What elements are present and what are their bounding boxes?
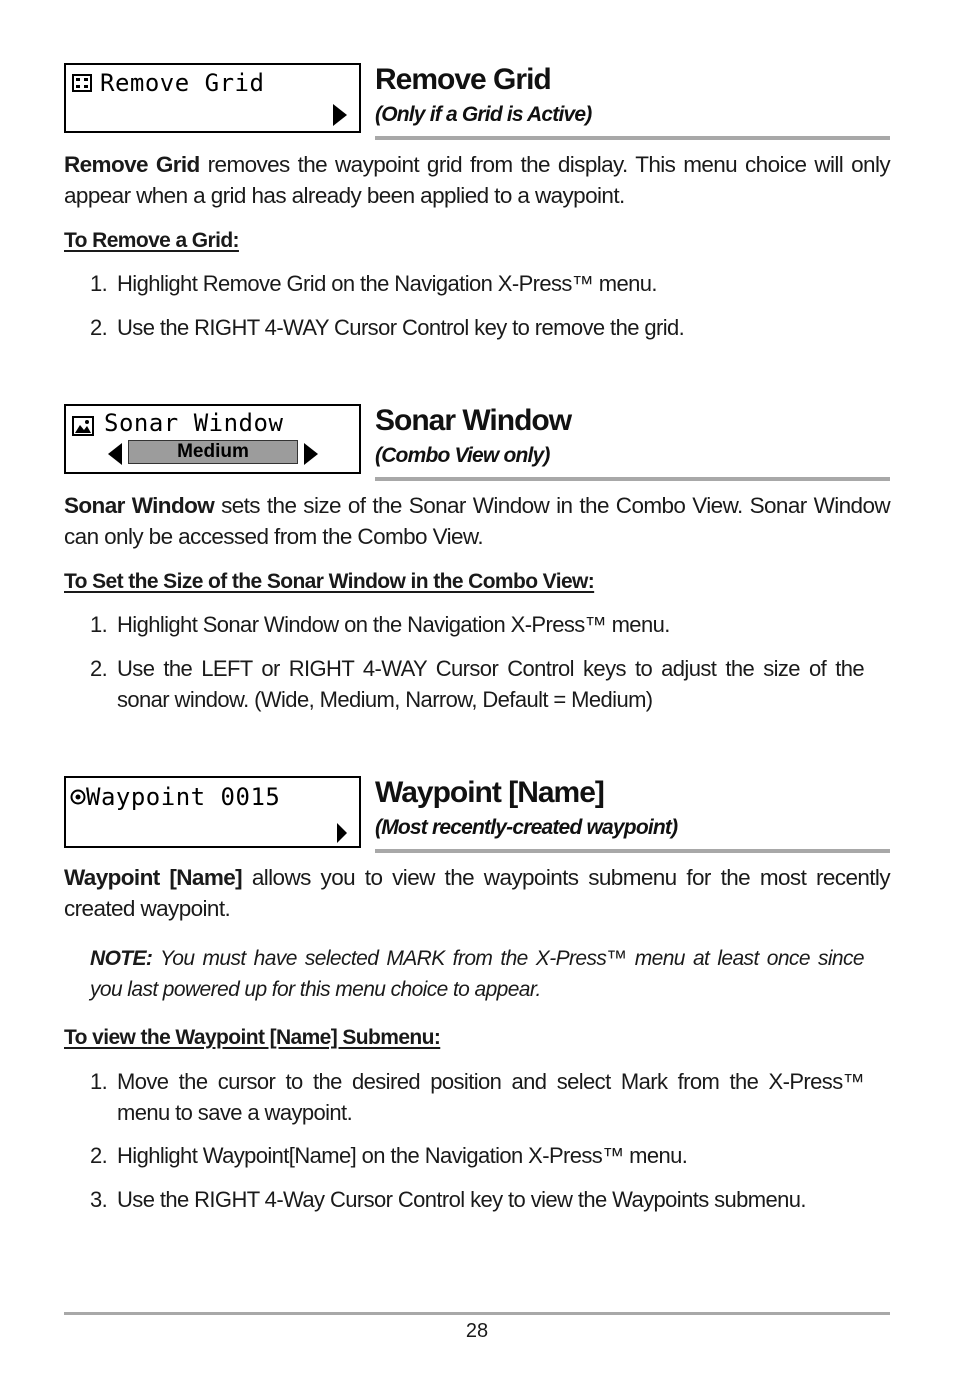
- list-item: [90, 1066, 864, 1128]
- section-subtitle: (Most recently-created waypoint): [375, 816, 678, 839]
- step-text: Highlight Sonar Window on the Navigation X-Press™ menu.: [117, 612, 670, 637]
- sonar-window-menu-item[interactable]: [64, 404, 361, 474]
- section-remove-grid: [64, 63, 890, 353]
- procedure-title: To Set the Size of the Sonar Window in the Combo View:: [64, 570, 595, 593]
- description-term: Remove Grid: [64, 152, 200, 177]
- footer-divider: [64, 1312, 890, 1315]
- list-item: [90, 312, 864, 343]
- step-text: Highlight Waypoint[Name] on the Navigation X-Press™ menu.: [117, 1143, 688, 1168]
- procedure-title: To Remove a Grid:: [64, 229, 239, 252]
- list-item: [90, 653, 864, 715]
- section-description: [64, 862, 890, 924]
- section-description: [64, 490, 890, 552]
- menu-item-label: Waypoint 0015: [86, 783, 281, 811]
- procedure-title: To view the Waypoint [Name] Submenu:: [64, 1026, 441, 1049]
- step-text: Highlight Remove Grid on the Navigation X-Press™ menu.: [117, 271, 657, 296]
- section-title: Waypoint [Name]: [375, 776, 604, 809]
- arrow-right-icon: [335, 822, 349, 844]
- list-item: [90, 1140, 864, 1171]
- step-number: 3.: [90, 1187, 108, 1212]
- menu-item-label: Remove Grid: [100, 69, 265, 97]
- step-number: 2.: [90, 1143, 108, 1168]
- description-term: Sonar Window: [64, 493, 215, 518]
- page-number: 28: [465, 1320, 489, 1342]
- note-label: NOTE:: [90, 947, 153, 970]
- arrow-left-icon[interactable]: [106, 442, 124, 466]
- section-description: [64, 149, 890, 211]
- step-text: Move the cursor to the desired position and select Mark from the X-Press™ menu to save a waypoint.: [117, 1069, 864, 1125]
- waypoint-menu-item[interactable]: [64, 776, 361, 848]
- step-number: 1.: [90, 271, 108, 296]
- list-item: [90, 268, 864, 299]
- section-subtitle: (Combo View only): [375, 444, 550, 467]
- arrow-right-icon: [331, 103, 349, 127]
- step-text: Use the LEFT or RIGHT 4-WAY Cursor Control keys to adjust the size of the sonar window. (Wide, Medium, Narrow, Default = Medium): [117, 656, 864, 712]
- section-divider: [375, 136, 890, 140]
- description-text: allows you to view the waypoints submenu for the most recently created waypoint.: [64, 865, 890, 921]
- step-number: 2.: [90, 656, 108, 681]
- step-text: Use the RIGHT 4-Way Cursor Control key to view the Waypoints submenu.: [117, 1187, 806, 1212]
- section-waypoint-name: [64, 776, 890, 1216]
- section-subtitle: (Only if a Grid is Active): [375, 103, 592, 126]
- remove-grid-menu-item[interactable]: [64, 63, 361, 133]
- step-number: 1.: [90, 1069, 108, 1094]
- sonar-window-value: Medium: [128, 440, 298, 464]
- description-text: removes the waypoint grid from the display. This menu choice will only appear when a grid has already been applied to a waypoint.: [64, 152, 890, 208]
- section-sonar-window: [64, 404, 890, 724]
- note-text: You must have selected MARK from the X-Press™ menu at least once since you last powered up for this menu choice to appear.: [90, 947, 864, 1001]
- menu-item-label: Sonar Window: [104, 409, 284, 437]
- grid-icon: [72, 74, 92, 92]
- list-item: [90, 1184, 864, 1215]
- step-number: 1.: [90, 612, 108, 637]
- arrow-right-icon[interactable]: [302, 442, 320, 466]
- section-title: Sonar Window: [375, 404, 572, 437]
- picture-icon: [72, 416, 94, 436]
- section-divider: [375, 849, 890, 853]
- section-title: Remove Grid: [375, 63, 551, 96]
- step-number: 2.: [90, 315, 108, 340]
- step-text: Use the RIGHT 4-WAY Cursor Control key to remove the grid.: [117, 315, 685, 340]
- description-term: Waypoint [Name]: [64, 865, 243, 890]
- description-text: sets the size of the Sonar Window in the Combo View. Sonar Window can only be accessed from the Combo View.: [64, 493, 891, 549]
- list-item: [90, 609, 864, 640]
- waypoint-icon: [70, 789, 86, 805]
- section-divider: [375, 477, 890, 481]
- note: [90, 943, 864, 1005]
